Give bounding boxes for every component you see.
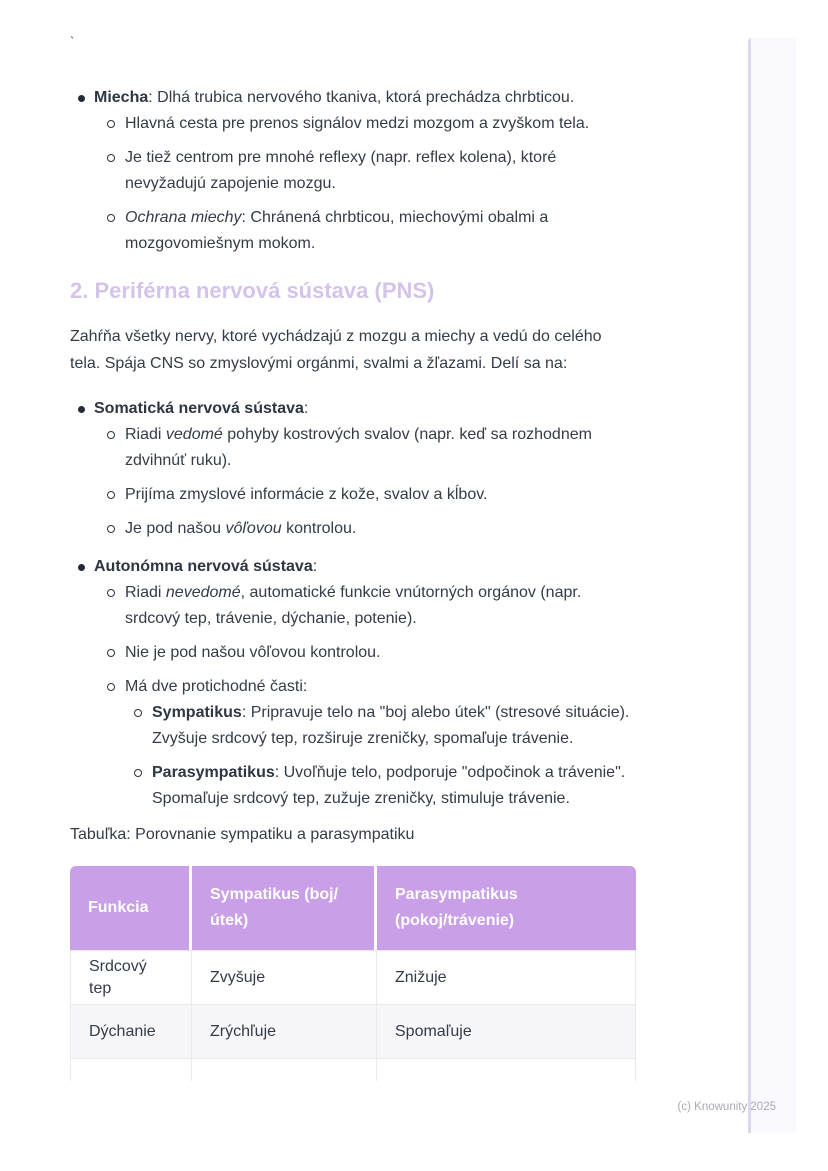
table-cell: Zrýchľuje [192, 1004, 377, 1058]
section-heading-pns: 2. Periférna nervová sústava (PNS) [70, 278, 435, 303]
list-item-text: Nie je pod našou vôľovou kontrolou. [125, 644, 381, 661]
intro-paragraph: Zahŕňa všetky nervy, ktoré vychádzajú z mozgu a miechy a vedú do celého tela. Spája CNS so zmyslovými orgánmi, svalmi a žľazami. Delí sa na: [70, 328, 602, 372]
list-item [94, 111, 636, 137]
table-caption: Tabuľka: Porovnanie sympatiku a parasympatiku [70, 826, 415, 843]
table-row [70, 1004, 636, 1058]
list-item-text: Miecha: Dlhá trubica nervového tkaniva, ktorá prechádza chrbticou. [94, 89, 575, 106]
table-cell: Spomaľuje [377, 1004, 636, 1058]
watermark: (c) Knowunity 2025 [677, 1101, 776, 1113]
table-cell [377, 1058, 636, 1081]
term-autonomna: Autonómna nervová sústava [94, 558, 313, 575]
sublist-autonomna [94, 580, 636, 812]
list-item [94, 674, 636, 812]
sublist-somaticka [94, 422, 636, 542]
list-item [125, 700, 636, 752]
list-item [70, 554, 636, 812]
list-item [125, 760, 636, 812]
list-item-text: Je tiež centrom pre mnohé reflexy (napr. reflex kolena), ktoré nevyžadujú zapojenie mozgu. [125, 149, 557, 192]
term-somaticka: Somatická nervová sústava [94, 400, 304, 417]
bullet-list-pns-divisions [70, 396, 636, 812]
term-parasympatikus: Parasympatikus [152, 764, 275, 781]
table-cell [192, 1058, 377, 1081]
comparison-table [70, 866, 636, 1081]
bullet-list-miecha [70, 85, 636, 257]
table-header-row [70, 866, 636, 950]
list-item [94, 482, 636, 508]
list-item [94, 422, 636, 474]
term-miecha: Miecha [94, 89, 149, 106]
table-header-cell: Funkcia [70, 866, 192, 950]
list-item-text: Sympatikus: Pripravuje telo na "boj alebo útek" (stresové situácie). Zvyšuje srdcový tep, rozširuje zreničky, spomaľuje trávenie. [152, 704, 630, 747]
list-item-text: Riadi vedomé pohyby kostrových svalov (napr. keď sa rozhodnem zdvihnúť ruku). [125, 426, 592, 469]
term-sympatikus: Sympatikus [152, 704, 242, 721]
list-item [94, 580, 636, 632]
list-item-text: Parasympatikus: Uvoľňuje telo, podporuje "odpočinok a trávenie". Spomaľuje srdcový tep, zužuje zreničky, stimuluje trávenie. [152, 764, 626, 807]
table-header-cell: Sympatikus (boj/útek) [192, 866, 377, 950]
table-cell: Zvyšuje [192, 950, 377, 1004]
list-item [94, 205, 636, 257]
list-item [94, 516, 636, 542]
list-item-text: Somatická nervová sústava: [94, 400, 309, 417]
list-item-text: Je pod našou vôľovou kontrolou. [125, 520, 357, 537]
table-cell [70, 1058, 192, 1081]
list-item [94, 640, 636, 666]
table-header-cell: Parasympatikus (pokoj/trávenie) [377, 866, 636, 950]
sublist-autonomna-parts [125, 700, 636, 812]
list-item [70, 396, 636, 542]
list-item-text: Riadi nevedomé, automatické funkcie vnútorných orgánov (napr. srdcový tep, trávenie, dýchanie, potenie). [125, 584, 582, 627]
list-item-text: Ochrana miechy: Chránená chrbticou, miechovými obalmi a mozgovomiešnym mokom. [125, 209, 549, 252]
list-item-text: Prijíma zmyslové informácie z kože, svalov a kĺbov. [125, 486, 488, 503]
page-content [70, 30, 636, 1081]
table-cell: Znižuje [377, 950, 636, 1004]
table-row [70, 950, 636, 1004]
table-cell: Srdcový tep [70, 950, 192, 1004]
table-row [70, 1058, 636, 1081]
list-item [70, 85, 636, 257]
comparison-table-container [70, 866, 636, 1081]
list-item-text: Hlavná cesta pre prenos signálov medzi mozgom a zvyškom tela. [125, 115, 590, 132]
sublist-miecha [94, 111, 636, 257]
stray-character: ` [70, 34, 75, 49]
table-cell: Dýchanie [70, 1004, 192, 1058]
list-item-text: Má dve protichodné časti: [125, 678, 308, 695]
list-item-text: Autonómna nervová sústava: [94, 558, 318, 575]
list-item [94, 145, 636, 197]
adjacent-page-edge [748, 38, 796, 1133]
